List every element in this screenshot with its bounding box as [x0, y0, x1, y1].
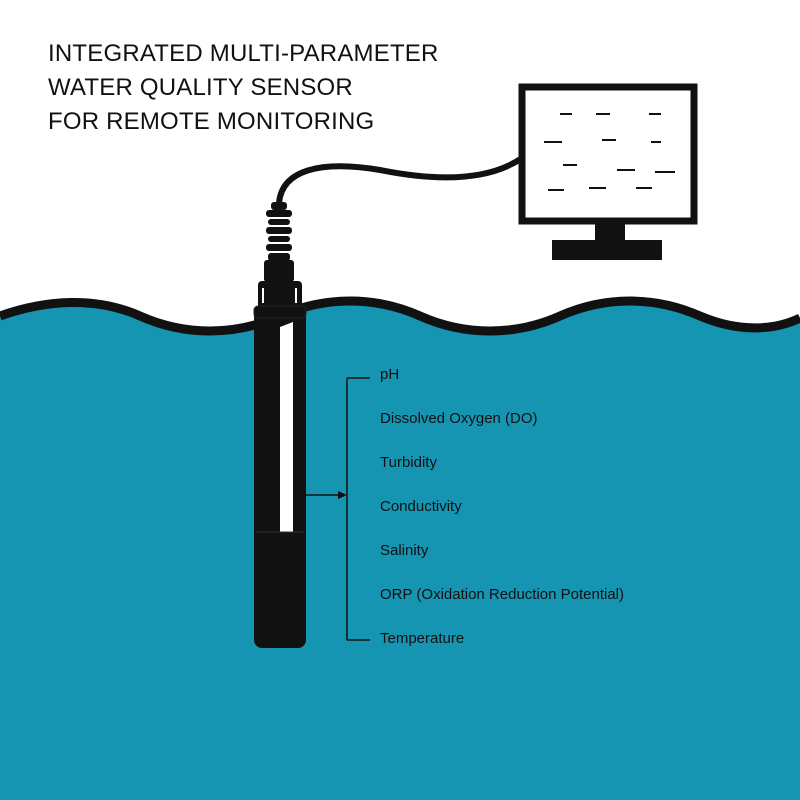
parameter-dissolved-oxygen: Dissolved Oxygen (DO)	[380, 410, 538, 427]
cable-icon	[279, 158, 522, 203]
parameter-conductivity: Conductivity	[380, 498, 462, 515]
parameter-orp: ORP (Oxidation Reduction Potential)	[380, 586, 625, 603]
monitor-icon	[522, 87, 694, 260]
parameter-turbidity: Turbidity	[380, 454, 437, 471]
title-line-2: WATER QUALITY SENSOR	[48, 74, 353, 101]
title-line-1: INTEGRATED MULTI-PARAMETER	[48, 40, 439, 67]
parameter-ph: pH	[380, 366, 400, 383]
title-line-3: FOR REMOTE MONITORING	[48, 108, 375, 135]
parameter-temperature: Temperature	[380, 630, 465, 647]
probe-highlight	[280, 322, 293, 532]
sensor-probe-icon	[254, 202, 306, 648]
parameter-salinity: Salinity	[380, 542, 429, 559]
